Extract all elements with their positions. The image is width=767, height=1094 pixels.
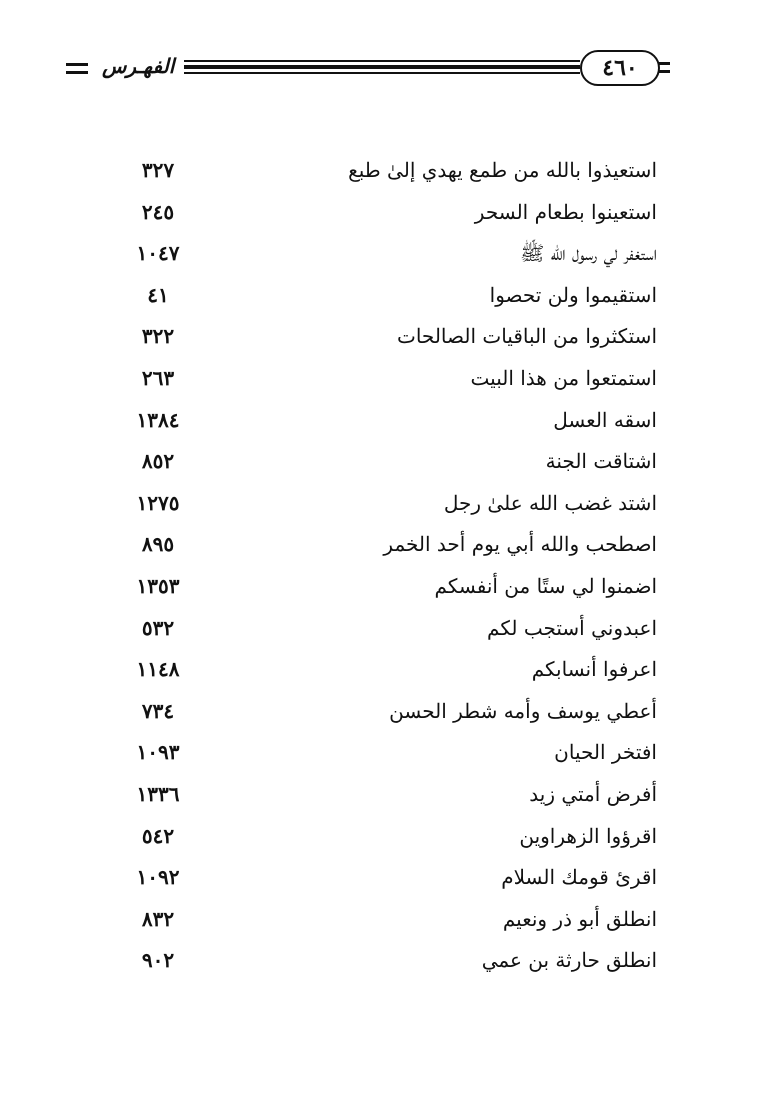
index-row (0, 693, 767, 735)
header-tick-top (658, 62, 670, 65)
entry-page-number: ١٣٨٤ (136, 407, 180, 432)
entry-page-number: ١٠٤٧ (136, 241, 180, 266)
index-entries (0, 152, 767, 984)
header-dash-top (66, 63, 88, 66)
index-row (0, 485, 767, 527)
header-rule-2 (184, 65, 580, 69)
entry-text: استكثروا من الباقيات الصالحات (397, 324, 657, 349)
entry-page-number: ٨٩٥ (141, 532, 175, 557)
index-row (0, 526, 767, 568)
header-dash-bottom (66, 71, 88, 74)
entry-text: أفرض أمتي زيد (529, 781, 657, 806)
entry-page-number: ٥٣٢ (141, 615, 175, 640)
index-row (0, 360, 767, 402)
entry-page-number: ٣٢٧ (141, 158, 175, 182)
index-row (0, 318, 767, 360)
index-row (0, 568, 767, 610)
entry-text: استقيموا ولن تحصوا (489, 282, 657, 307)
entry-page-number: ٨٥٢ (141, 449, 175, 474)
entry-page-number: ٣٢٢ (141, 324, 175, 349)
entry-page-number: ٧٣٤ (141, 698, 175, 723)
index-row (0, 901, 767, 943)
header-tick-bottom (658, 70, 670, 73)
entry-text: استمتعوا من هذا البيت (470, 365, 657, 390)
index-row (0, 859, 767, 901)
entry-page-number: ٢٤٥ (141, 199, 175, 224)
entry-text: اشتاقت الجنة (545, 449, 657, 474)
index-row (0, 942, 767, 984)
entry-page-number: ١٣٥٣ (136, 573, 180, 598)
header-rule-3 (184, 72, 580, 74)
index-row (0, 651, 767, 693)
header-rule-1 (184, 60, 580, 62)
index-row (0, 818, 767, 860)
entry-page-number: ٢٦٣ (141, 365, 175, 390)
entry-page-number: ٩٠٢ (141, 948, 175, 973)
index-row (0, 443, 767, 485)
entry-text: اشتد غضب الله علىٰ رجل (443, 490, 657, 515)
entry-text: اقرئ قومك السلام (501, 865, 657, 890)
entry-text: اسقه العسل (553, 407, 657, 432)
index-row (0, 152, 767, 194)
entry-text: اقرؤوا الزهراوين (519, 823, 657, 848)
entry-text: أعطي يوسف وأمه شطر الحسن (389, 698, 657, 723)
entry-text: افتخر الحيان (554, 740, 657, 765)
entry-text: اضمنوا لي ستًا من أنفسكم (434, 573, 657, 598)
entry-text: استعيذوا بالله من طمع يهدي إلىٰ طبع (348, 158, 657, 182)
entry-text: استعينوا بطعام السحر (474, 199, 657, 224)
entry-text: اعرفوا أنسابكم (531, 657, 657, 682)
index-row (0, 776, 767, 818)
entry-page-number: ٨٣٢ (141, 906, 175, 931)
page-number: ٤٦٠ (580, 50, 660, 86)
index-row (0, 734, 767, 776)
entry-page-number: ١٠٩٢ (136, 865, 180, 890)
entry-text: انطلق حارثة بن عمي (481, 948, 657, 973)
entry-page-number: ٥٤٢ (141, 823, 175, 848)
index-row (0, 402, 767, 444)
index-row (0, 235, 767, 277)
header-title: الفهـرس (102, 54, 175, 78)
entry-page-number: ١١٤٨ (136, 657, 180, 682)
entry-page-number: ١٣٣٦ (136, 781, 180, 806)
entry-page-number: ١٢٧٥ (136, 490, 180, 515)
entry-page-number: ١٠٩٣ (136, 740, 180, 765)
index-row (0, 277, 767, 319)
page-header (60, 46, 660, 90)
entry-text: انطلق أبو ذر ونعيم (502, 906, 657, 931)
entry-text: استغفر لي رسول الله ﷺ (520, 241, 657, 266)
entry-text: اعبدوني أستجب لكم (487, 615, 657, 640)
entry-page-number: ٤١ (147, 282, 169, 307)
index-row (0, 194, 767, 236)
entry-text: اصطحب والله أبي يوم أحد الخمر (383, 532, 657, 557)
index-row (0, 610, 767, 652)
